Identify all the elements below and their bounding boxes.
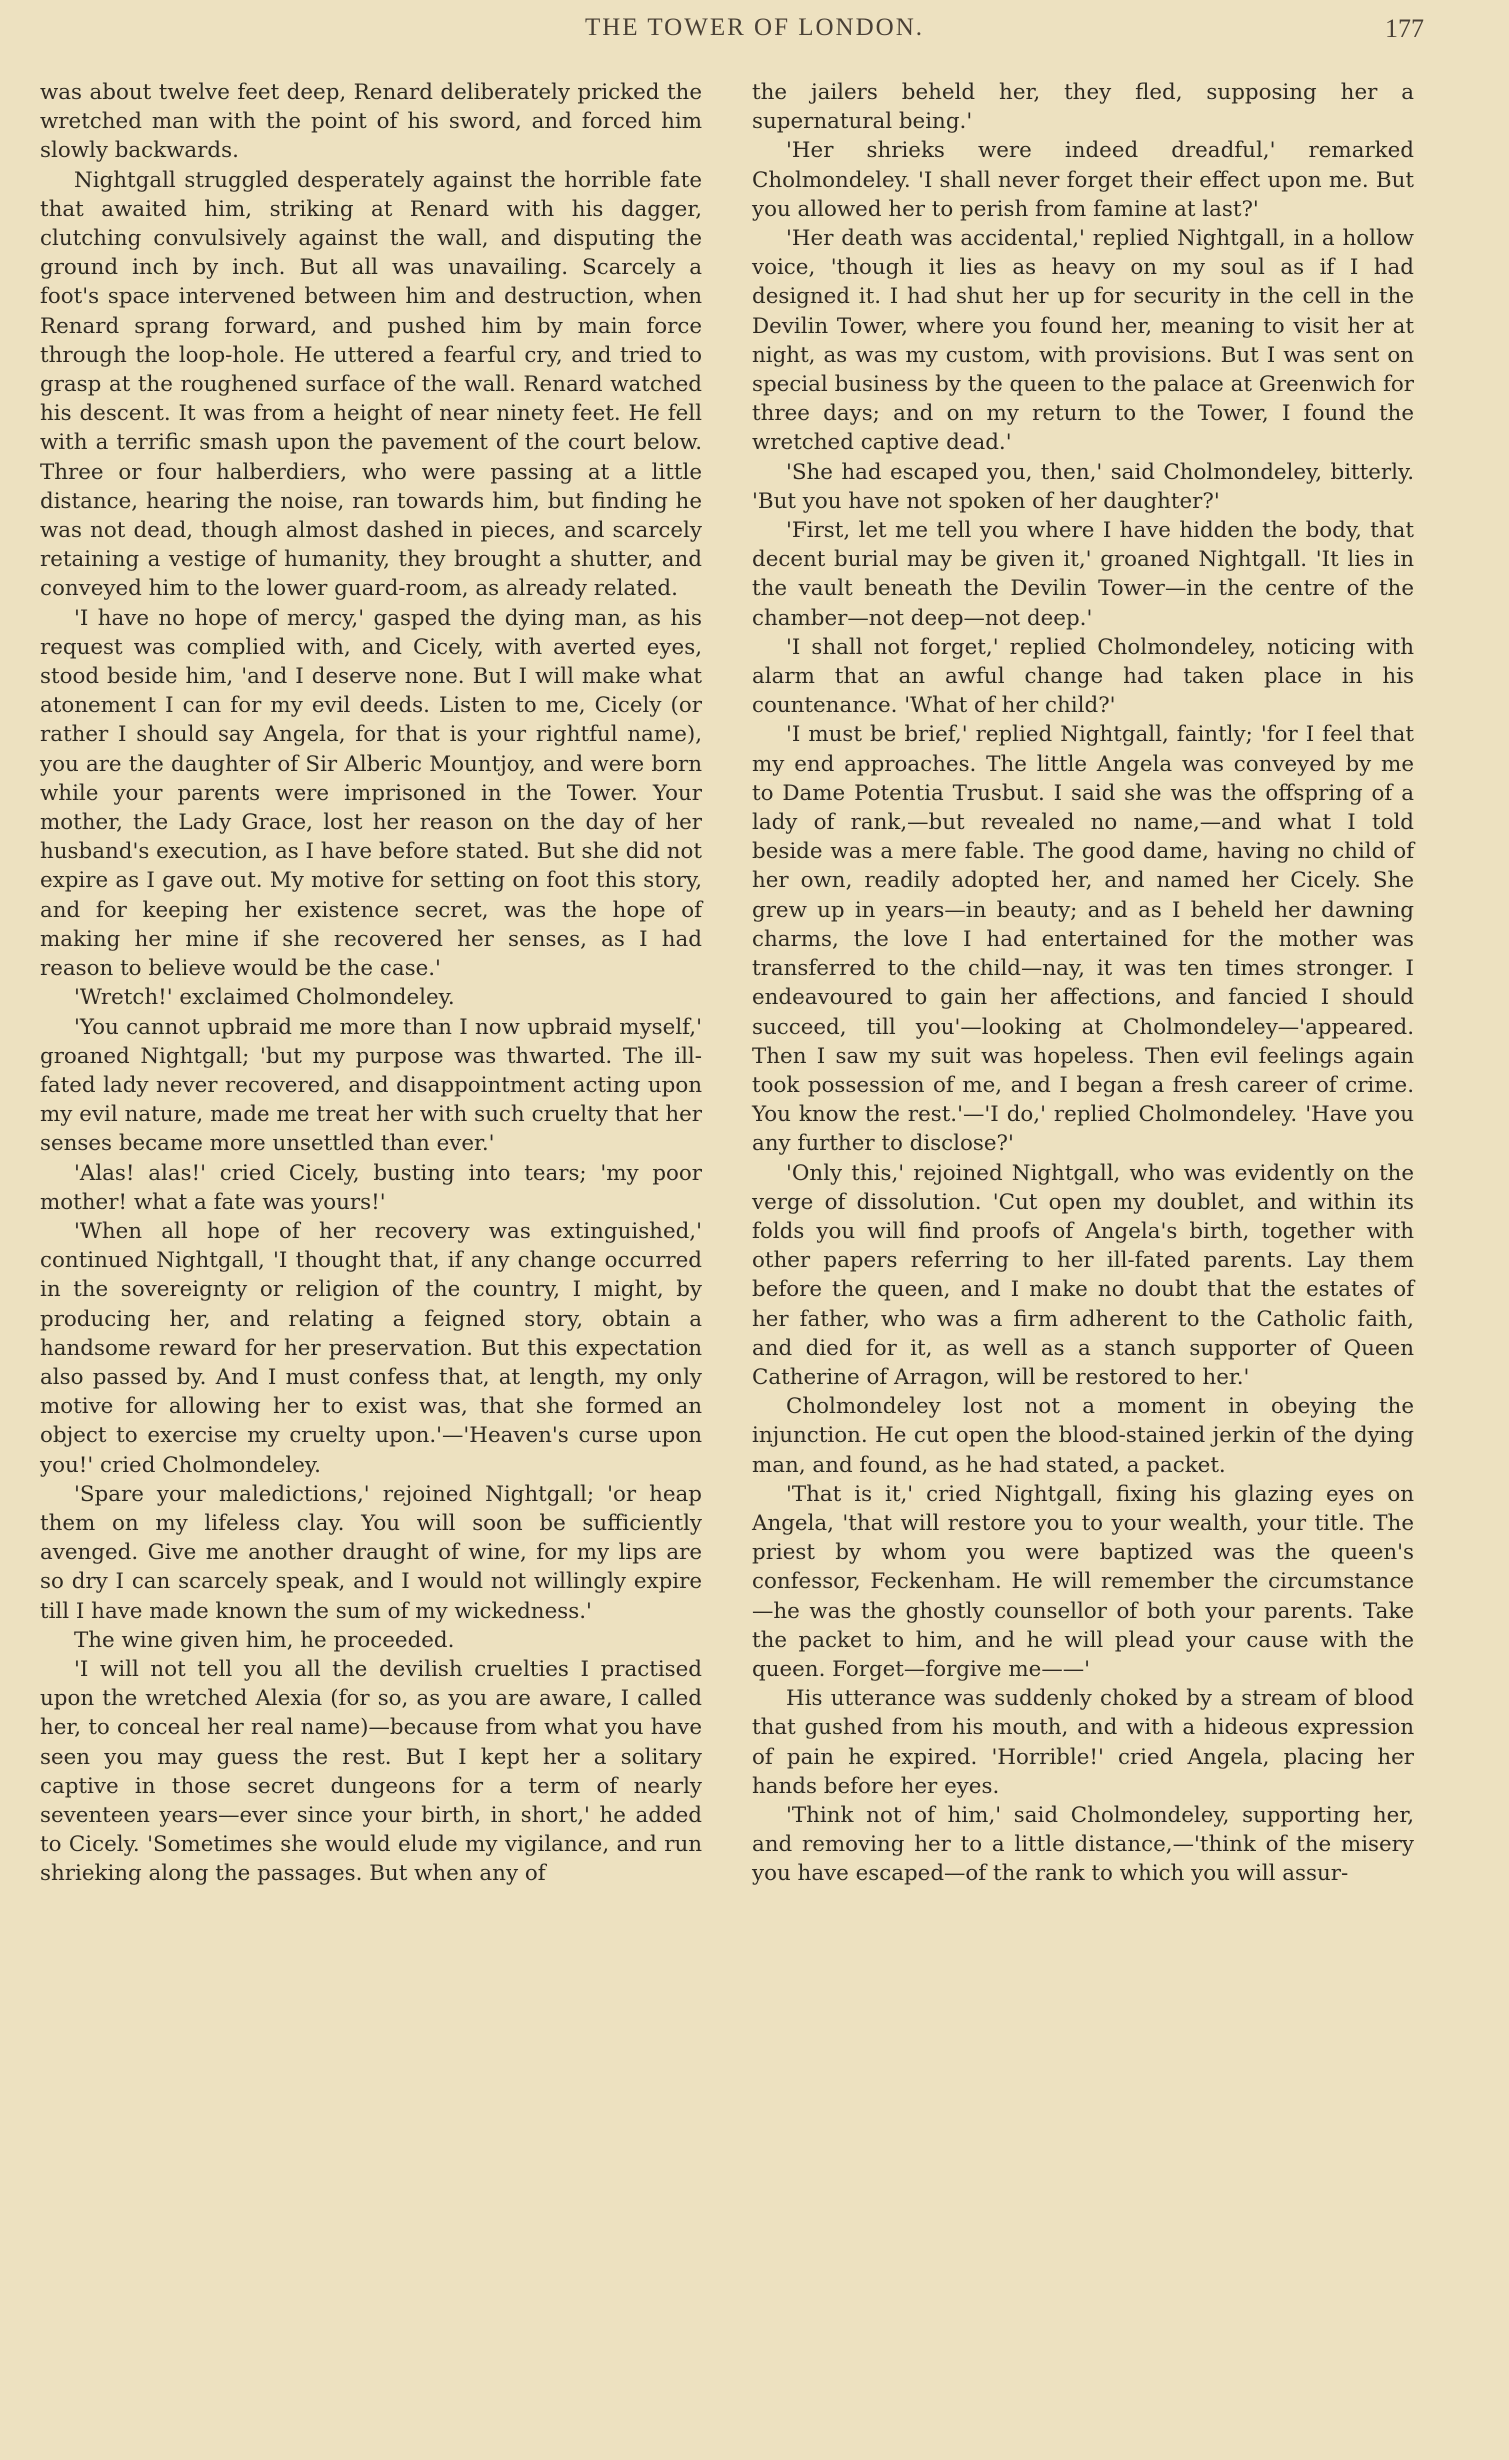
paragraph: the jailers beheld her, they fled, supposing her a supernatural being.': [752, 80, 1414, 135]
paragraph: was about twelve feet deep, Renard deliberately pricked the wretched man with the point of his sword, and forced him slowly backwards.: [40, 80, 702, 164]
paragraph: 'I shall not forget,' replied Cholmondeley, noticing with alarm that an awful change had taken place in his countenance. 'What of her child?': [752, 634, 1414, 719]
paragraph: 'I must be brief,' replied Nightgall, faintly; 'for I feel that my end approaches. The little Angela was conveyed by me to Dame Potentia Trusbut. I said she was the offspring of a lady of rank,—but revealed no name,—and what I told beside was a mere fable. The good dame, having no child of her own, readily adopted her, and named her Cicely. She grew up in years—in beauty; and as I beheld her dawning charms, the love I had entertained for the mother was transferred to the child—nay, it was ten times stronger. I endeavoured to gain her affections, and fancied I should succeed, till you'—looking at Cholmondeley—'appeared. Then I saw my suit was hopeless. Then evil feelings again took possession of me, and I began a fresh career of crime. You know the rest.'—'I do,' replied Cholmondeley. 'Have you any further to disclose?': [752, 722, 1414, 1157]
paragraph: 'Wretch!' exclaimed Cholmondeley.: [74, 985, 455, 1011]
paragraph: 'I have no hope of mercy,' gasped the dying man, as his request was complied with, and Cicely, with averted eyes, stood beside him, 'and I deserve none. But I will make what atonement I can for my evil deeds. Listen to me, Cicely (or rather I should say Angela, for that is your rightful name), you are the daughter of Sir Alberic Mountjoy, and were born while your parents were imprisoned in the Tower. Your mother, the Lady Grace, lost her reason on the day of her husband's execution, as I have before stated. But she did not expire as I gave out. My motive for setting on foot this story, and for keeping her existence secret, was the hope of making her mine if she recovered her senses, as I had reason to believe would be the case.': [40, 605, 702, 982]
paragraph: 'Only this,' rejoined Nightgall, who was evidently on the verge of dissolution. 'Cut open my doublet, and within its folds you will find proofs of Angela's birth, together with other papers referring to her ill-fated parents. Lay them before the queen, and I make no doubt that the estates of her father, who was a firm adherent to the Catholic faith, and died for it, as well as a stanch supporter of Queen Catherine of Arragon, will be restored to her.': [752, 1160, 1414, 1390]
paragraph: 'First, let me tell you where I have hidden the body, that decent burial may be given it,' groaned Nightgall. 'It lies in the vault beneath the Devilin Tower—in the centre of the chamber—not deep—not deep.': [752, 518, 1414, 631]
running-head: [0, 14, 1509, 54]
paragraph: Cholmondeley lost not a moment in obeying the injunction. He cut open the blood-stained jerkin of the dying man, and found, as he had stated, a packet.: [752, 1394, 1414, 1478]
page-number: 177: [1385, 14, 1424, 43]
paragraph: 'Her shrieks were indeed dreadful,' remarked Cholmondeley. 'I shall never forget their effect upon me. But you allowed her to perish from famine at last?': [752, 138, 1414, 222]
paragraph: 'Think not of him,' said Cholmondeley, supporting her, and removing her to a little distance,—'think of the misery you have escaped—of the rank to which you will assur-: [752, 1802, 1414, 1887]
left-column: [40, 78, 702, 1889]
paragraph: 'I will not tell you all the devilish cruelties I practised upon the wretched Alexia (for so, as you are aware, I called her, to conceal her real name)—because from what you have seen you may guess the rest. But I kept her a solitary captive in those secret dungeons for a term of nearly seventeen years—ever since your birth, in short,' he added to Cicely. 'Sometimes she would elude my vigilance, and run shrieking along the passages. But when any of: [40, 1656, 702, 1887]
paragraph: 'You cannot upbraid me more than I now upbraid myself,' groaned Nightgall; 'but my purpose was thwarted. The ill-fated lady never recovered, and disappointment acting upon my evil nature, made me treat her with such cruelty that her senses became more unsettled than ever.': [40, 1014, 702, 1157]
paragraph: 'When all hope of her recovery was extinguished,' continued Nightgall, 'I thought that, if any change occurred in the sovereignty or religion of the country, I might, by producing her, and relating a feigned story, obtain a handsome reward for her preservation. But this expectation also passed by. And I must confess that, at length, my only motive for allowing her to exist was, that she formed an object to exercise my cruelty upon.'—'Heaven's curse upon you!' cried Cholmondeley.: [40, 1218, 702, 1478]
paragraph: 'She had escaped you, then,' said Cholmondeley, bitterly. 'But you have not spoken of her daughter?': [752, 459, 1414, 514]
right-column: [752, 78, 1414, 1889]
paragraph: 'Spare your maledictions,' rejoined Nightgall; 'or heap them on my lifeless clay. You will soon be sufficiently avenged. Give me another draught of wine, for my lips are so dry I can scarcely speak, and I would not willingly expire till I have made known the sum of my wickedness.': [40, 1481, 702, 1624]
paragraph: 'Her death was accidental,' replied Nightgall, in a hollow voice, 'though it lies as heavy on my soul as if I had designed it. I had shut her up for security in the cell in the Devilin Tower, where you found her, meaning to visit her at night, as was my custom, with provisions. But I was sent on special business by the queen to the palace at Greenwich for three days; and on my return to the Tower, I found the wretched captive dead.': [752, 226, 1414, 456]
running-title: THE TOWER OF LONDON.: [584, 14, 925, 41]
paragraph: The wine given him, he proceeded.: [74, 1627, 455, 1653]
paragraph: His utterance was suddenly choked by a stream of blood that gushed from his mouth, and with a hideous expression of pain he expired. 'Horrible!' cried Angela, placing her hands before her eyes.: [752, 1686, 1414, 1799]
paragraph: 'Alas! alas!' cried Cicely, busting into tears; 'my poor mother! what a fate was yours!': [40, 1160, 702, 1215]
paragraph: 'That is it,' cried Nightgall, fixing his glazing eyes on Angela, 'that will restore you to your wealth, your title. The priest by whom you were baptized was the queen's confessor, Feckenham. He will remember the circumstance—he was the ghostly counsellor of both your parents. Take the packet to him, and he will plead your cause with the queen. Forget—forgive me——': [752, 1481, 1414, 1682]
paragraph: Nightgall struggled desperately against the horrible fate that awaited him, striking at Renard with his dagger, clutching convulsively against the wall, and disputing the ground inch by inch. But all was unavailing. Scarcely a foot's space intervened between him and destruction, when Renard sprang forward, and pushed him by main force through the loop-hole. He uttered a fearful cry, and tried to grasp at the roughened surface of the wall. Renard watched his descent. It was from a height of near ninety feet. He fell with a terrific smash upon the pavement of the court below. Three or four halberdiers, who were passing at a little distance, hearing the noise, ran towards him, but finding he was not dead, though almost dashed in pieces, and scarcely retaining a vestige of humanity, they brought a shutter, and conveyed him to the lower guard-room, as already related.: [40, 167, 702, 602]
